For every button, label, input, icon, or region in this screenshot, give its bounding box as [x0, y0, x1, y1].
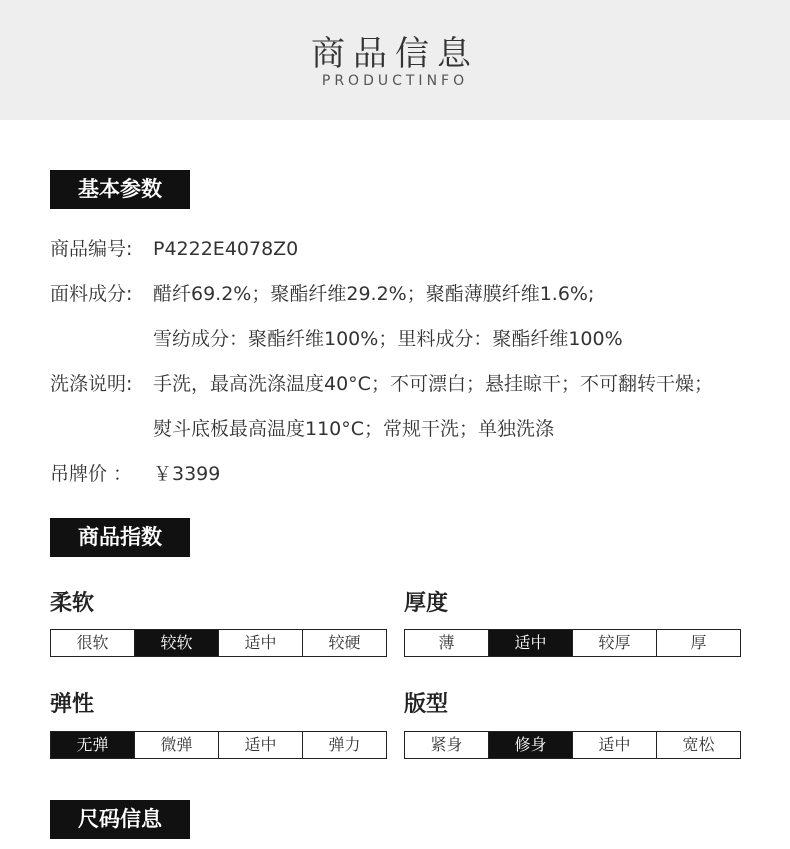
page-title: 商品信息: [311, 34, 479, 74]
scale-option: 厚: [690, 633, 707, 652]
param-row-wash: [50, 372, 713, 396]
param-value: P4222E4078Z0: [153, 238, 299, 260]
scale-option: 适中: [489, 630, 573, 656]
scale-option: 很软: [51, 630, 135, 656]
param-value-fabric-cont: 雪纺成分：聚酯纤维100%；里料成分：聚酯纤维100%: [153, 328, 623, 350]
scale-option: 微弹: [135, 732, 219, 758]
param-value: 醋纤69.2%；聚酯纤维29.2%；聚酯薄膜纤维1.6%;: [153, 283, 595, 305]
param-key: 洗涤说明:: [50, 373, 133, 395]
scale-option: 宽松: [682, 735, 715, 754]
scale-option: 无弹: [51, 732, 135, 758]
scale-softness: [50, 629, 387, 657]
param-value: 手洗，最高洗涤温度40°C；不可漂白；悬挂晾干；不可翻转干燥；: [153, 373, 713, 395]
scale-option: 较软: [135, 630, 219, 656]
price-value: ￥3399: [153, 463, 221, 485]
scale-option: 较厚: [573, 630, 657, 656]
param-row-code: [50, 237, 298, 261]
scale-option: 适中: [573, 732, 657, 758]
section-label-size: 尺码信息: [50, 800, 190, 839]
param-key: 商品编号:: [50, 238, 133, 260]
index-title-elasticity: 弹性: [50, 692, 95, 717]
scale-option: 修身: [489, 732, 573, 758]
scale-option: 紧身: [405, 732, 489, 758]
scale-fit: [404, 731, 741, 759]
param-row-price: [50, 462, 220, 486]
scale-option: 适中: [219, 630, 303, 656]
index-title-softness: 柔软: [50, 591, 95, 616]
index-title-thickness: 厚度: [404, 591, 449, 616]
scale-option: 适中: [219, 732, 303, 758]
scale-elasticity: [50, 731, 387, 759]
scale-option: 较硬: [328, 633, 361, 652]
section-label-index: 商品指数: [50, 518, 190, 557]
scale-thickness: [404, 629, 741, 657]
param-row-fabric: [50, 282, 594, 306]
scale-option: 薄: [405, 630, 489, 656]
param-key: 吊牌价 ：: [50, 463, 133, 485]
header-banner: [0, 0, 790, 120]
param-key: 面料成分:: [50, 283, 133, 305]
page-subtitle: PRODUCTINFO: [321, 73, 469, 89]
section-label-basic: 基本参数: [50, 170, 190, 209]
param-value-wash-cont: 熨斗底板最高温度110°C；常规干洗；单独洗涤: [153, 418, 555, 440]
index-title-fit: 版型: [404, 692, 449, 717]
scale-option: 弹力: [328, 735, 361, 754]
